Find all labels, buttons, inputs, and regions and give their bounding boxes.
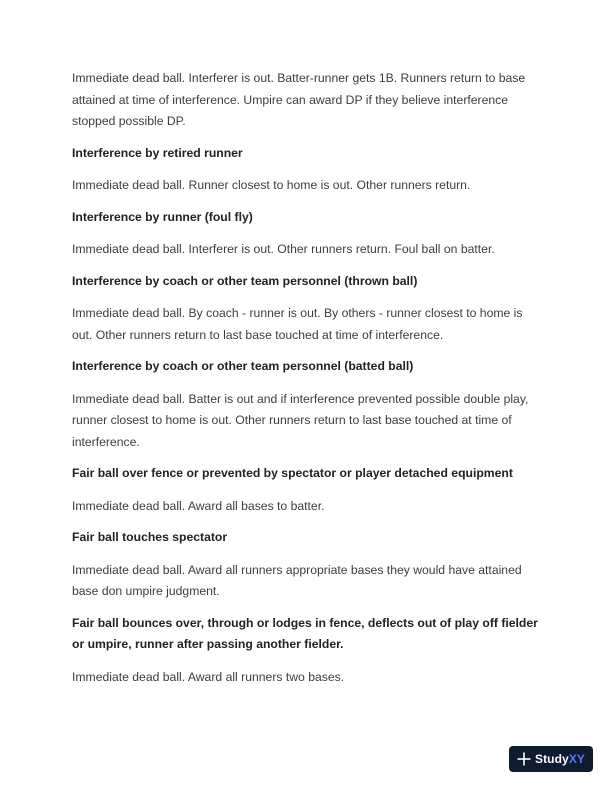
paragraph: Immediate dead ball. Batter is out and if interference prevented possible double play, runner closest to home is out. Other runners return to last base touched at time of interference. — [72, 391, 529, 449]
badge-brand-prefix: Study — [534, 752, 569, 766]
paragraph: Immediate dead ball. Award all bases to batter. — [72, 498, 325, 513]
section-heading: Interference by runner (foul fly) — [72, 209, 253, 224]
section-heading: Interference by coach or other team personnel (thrown ball) — [72, 273, 418, 288]
studyxy-badge[interactable] — [509, 746, 593, 772]
section-heading: Interference by retired runner — [72, 145, 243, 160]
paragraph: Immediate dead ball. Runner closest to home is out. Other runners return. — [72, 178, 471, 192]
badge-brand-text — [535, 752, 585, 766]
paragraph: Immediate dead ball. Award all runners appropriate bases they would have attained base don umpire judgment. — [72, 562, 522, 598]
paragraph: Immediate dead ball. Interferer is out. Other runners return. Foul ball on batter. — [72, 242, 495, 256]
paragraph: Immediate dead ball. Award all runners two bases. — [72, 669, 345, 684]
section-heading: Fair ball touches spectator — [72, 530, 228, 544]
paragraph: Immediate dead ball. Interferer is out. Batter-runner gets 1B. Runners return to base attained at time of interference. Umpire can award DP if they believe interference stopped possible DP. — [72, 71, 526, 128]
section-heading: Interference by coach or other team personnel (batted ball) — [72, 359, 414, 373]
paragraph: Immediate dead ball. By coach - runner is out. By others - runner closest to home is out. Other runners return to last base touched at time of interference. — [72, 306, 523, 342]
plus-sparkle-icon — [517, 752, 531, 766]
section-heading: Fair ball over fence or prevented by spectator or player detached equipment — [72, 466, 513, 480]
section-heading: Fair ball bounces over, through or lodges in fence, deflects out of play off fielder or umpire, runner after passing another fielder. — [72, 615, 538, 651]
badge-brand-suffix: XY — [568, 752, 586, 766]
document-body — [72, 68, 542, 698]
